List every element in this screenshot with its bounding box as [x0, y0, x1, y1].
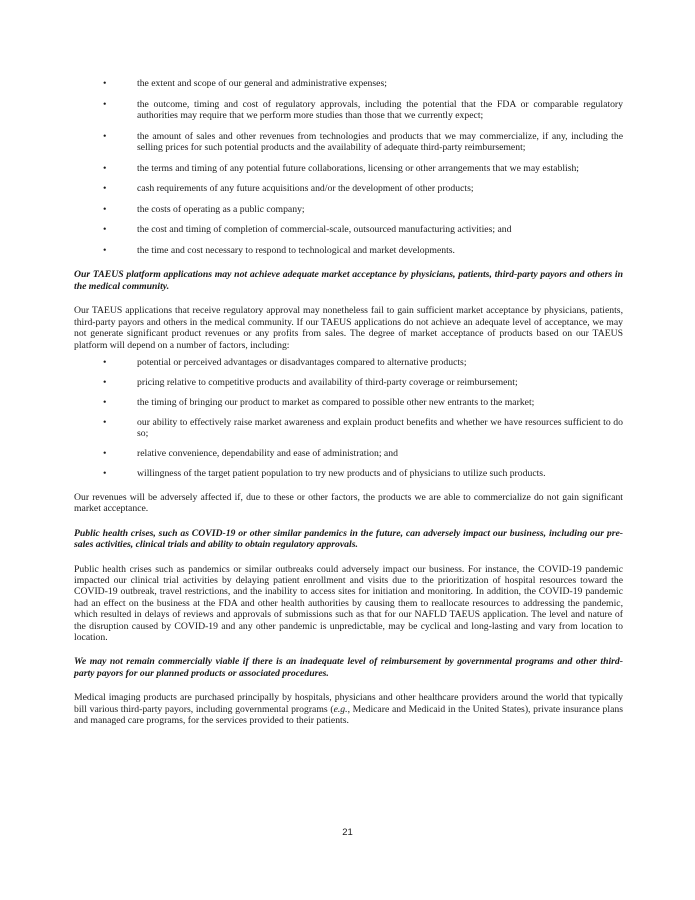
list-item: • relative convenience, dependability and ease of administration; and	[103, 448, 398, 460]
acceptance-factors-list	[74, 357, 623, 480]
list-item: • the time and cost necessary to respond to technological and market developments.	[103, 244, 455, 256]
bullet: •	[103, 224, 107, 236]
list-item: • our ability to effectively raise market awareness and explain product benefits and whether we have resources sufficient to do so;	[103, 417, 623, 440]
page-number: 21	[342, 827, 353, 838]
list-item: • the amount of sales and other revenues from technologies and products that we may commercialize, if any, including the selling prices for such potential products and the availability of adequate third-party reimbursement;	[103, 130, 623, 153]
bullet: •	[103, 183, 107, 195]
page-content	[74, 78, 623, 727]
bullet: •	[103, 78, 107, 89]
bullet: •	[103, 98, 107, 110]
list-item: • the timing of bringing our product to market as compared to possible other new entrants to the market;	[103, 397, 535, 408]
bullet: •	[103, 244, 107, 256]
bullet: •	[103, 448, 107, 460]
bullet: •	[103, 468, 107, 480]
paragraph-public-health: Public health crises such as pandemics or similar outbreaks could adversely impact our business. For instance, the COVID-19 pandemic impacted our clinical trial activities by delaying patient enrollment and visits due to the prioritization of hospital resources toward the COVID-19 outbreak, travel restrictions, and the inability to access sites for initiation and monitoring. In addition, the COVID-19 pandemic had an effect on the business at the FDA and other health authorities by causing them to reallocate resources to addressing the pandemic, which resulted in delays of reviews and approvals of submissions such as that for our NAFLD TAEUS application. The level and nature of the disruption caused by COVID-19 and any other pandemic is unpredictable, may be cyclical and long-lasting and vary from location to location.	[74, 563, 623, 644]
list-item: • the terms and timing of any potential future collaborations, licensing or other arrangements that we may establish;	[103, 162, 580, 174]
bullet: •	[103, 130, 107, 142]
bullet: •	[103, 357, 107, 368]
list-item: • pricing relative to competitive products and availability of third-party coverage or reimbursement;	[103, 377, 518, 388]
bullet: •	[103, 417, 107, 428]
list-item: • the outcome, timing and cost of regulatory approvals, including the potential that the FDA or comparable regulatory authorities may require that we perform more studies than those that we currently expect;	[103, 98, 623, 121]
section-heading-reimbursement: We may not remain commercially viable if there is an inadequate level of reimbursement by governmental programs and other third-party payors for our planned products or associated procedures.	[74, 656, 623, 679]
list-item: • the extent and scope of our general and administrative expenses;	[103, 78, 387, 89]
bullet: •	[103, 397, 107, 408]
expense-factors-list	[74, 78, 623, 256]
list-item: • cash requirements of any future acquisitions and/or the development of other products;	[103, 183, 474, 195]
list-item: • the cost and timing of completion of commercial-scale, outsourced manufacturing activities; and	[103, 224, 512, 236]
list-item: • potential or perceived advantages or disadvantages compared to alternative products;	[103, 357, 467, 368]
bullet: •	[103, 162, 107, 174]
bullet: •	[103, 203, 107, 215]
list-item: • willingness of the target patient population to try new products and of physicians to utilize such products.	[103, 468, 546, 480]
list-item: • the costs of operating as a public company;	[103, 203, 305, 215]
bullet: •	[103, 377, 107, 388]
paragraph-market-acceptance: Our TAEUS applications that receive regulatory approval may nonetheless fail to gain sufficient market acceptance by physicians, patients, third-party payors and others in the medical community. If our TAEUS applications do not achieve an adequate level of acceptance, we may not generate significant product revenues or any profits from sales. The degree of market acceptance of products based on our TAEUS platform will depend on a number of factors, including:	[74, 305, 623, 351]
section-heading-public-health: Public health crises, such as COVID-19 or other similar pandemics in the future, can adversely impact our business, including our pre-sales activities, clinical trials and ability to obtain regulatory approvals.	[74, 527, 623, 551]
paragraph-revenue-impact: Our revenues will be adversely affected if, due to these or other factors, the products we are able to commercialize do not gain significant market acceptance.	[74, 491, 623, 515]
paragraph-reimbursement: Medical imaging products are purchased principally by hospitals, physicians and other healthcare providers around the world that typically bill various third-party payors, including governmental programs (e.g., Medicare and Medicaid in the United States), private insurance plans and managed care programs, for the services provided to their patients.	[74, 692, 623, 727]
section-heading-market-acceptance: Our TAEUS platform applications may not achieve adequate market acceptance by physicians, patients, third-party payors and others in the medical community.	[74, 269, 623, 292]
